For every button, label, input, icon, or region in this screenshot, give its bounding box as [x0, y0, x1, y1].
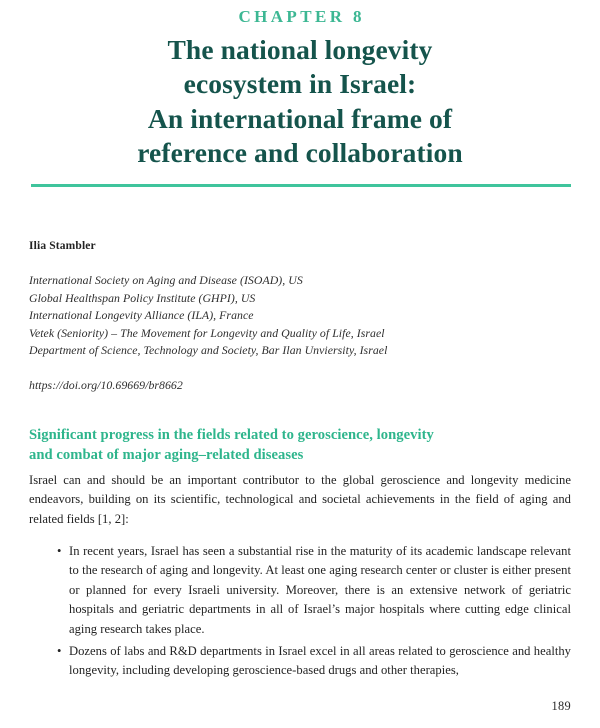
section-content — [29, 426, 571, 681]
affiliation-line: International Society on Aging and Disease (ISOAD), US — [29, 273, 303, 288]
affiliation-line: Vetek (Seniority) – The Movement for Longevity and Quality of Life, Israel — [29, 325, 385, 340]
list-item — [29, 542, 571, 639]
affiliation-line: International Longevity Alliance (ILA), France — [29, 308, 254, 323]
affiliation-line: Department of Science, Technology and Society, Bar Ilan Unviersity, Israel — [29, 343, 388, 358]
chapter-title-line-2: ecosystem in Israel: — [183, 68, 417, 100]
byline-block — [29, 240, 571, 393]
author-name: Ilia Stambler — [29, 240, 96, 253]
chapter-title-line-3: An international frame of — [147, 102, 453, 134]
affiliation-list — [29, 272, 571, 360]
chapter-eyebrow: CHAPTER 8 — [238, 7, 365, 26]
chapter-header — [0, 0, 600, 171]
list-item-text: Dozens of labs and R&D departments in Israel excel in all areas related to geroscience and healthy longevity, including developing geroscience-based drugs and other therapies, — [69, 643, 571, 678]
section-heading — [29, 426, 571, 465]
intro-paragraph: Israel can and should be an important contributor to the global geroscience and longevity medicine endeavors, building on its scientific, technological and societal achievements in the field of aging and related fields [1, 2]: — [29, 473, 571, 526]
bullet-icon: • — [57, 543, 62, 558]
bullet-icon: • — [57, 643, 62, 658]
title-divider-rule — [31, 184, 571, 187]
list-item — [29, 642, 571, 681]
list-item-text: In recent years, Israel has seen a substantial rise in the maturity of its academic landscape relevant to the research of aging and longevity. At least one aging research center or cluster is either present or planned for every Israeli university. Moreover, there is an extensive network of geriatric hospitals and geriatric departments in all of Israel’s major hospitals where cutting edge clinical aging research takes place. — [69, 543, 571, 636]
affiliation-line: Global Healthspan Policy Institute (GHPI), US — [29, 290, 256, 305]
section-heading-line-1: Significant progress in the fields related to geroscience, longevity — [29, 427, 434, 444]
doi-link[interactable]: https://doi.org/10.69669/br8662 — [29, 378, 183, 393]
page-number: 189 — [551, 699, 571, 713]
chapter-title — [0, 33, 600, 172]
bullet-list — [29, 542, 571, 681]
section-heading-line-2: and combat of major aging–related diseases — [29, 446, 304, 463]
chapter-title-line-1: The national longevity — [167, 33, 433, 65]
chapter-title-line-4: reference and collaboration — [137, 137, 463, 169]
